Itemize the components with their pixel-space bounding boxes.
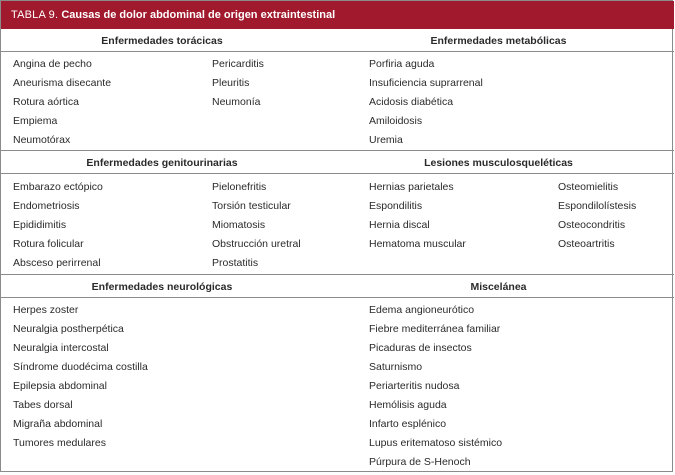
list-item: Torsión testicular: [212, 200, 291, 212]
list-item: Insuficiencia suprarrenal: [369, 77, 483, 89]
list-miscelanea: [369, 301, 502, 472]
list-item: Osteoartritis: [558, 238, 615, 250]
list-item: Obstrucción uretral: [212, 238, 301, 250]
heading-musculo: Lesiones musculosqueléticas: [424, 157, 573, 169]
table-title-bar: [1, 1, 674, 29]
list-item: Pleuritis: [212, 77, 250, 89]
list-item: Infarto esplénico: [369, 418, 447, 430]
list-item: Miomatosis: [212, 219, 266, 231]
list-item: Púrpura de S-Henoch: [369, 456, 471, 468]
table-caption: Causas de dolor abdominal de origen extraintestinal: [61, 9, 336, 21]
list-item: Neuralgia intercostal: [13, 342, 109, 354]
list-item: Neumotórax: [13, 134, 71, 146]
list-item: Migraña abdominal: [13, 418, 103, 430]
list-item: Rotura folicular: [13, 238, 84, 250]
heading-neurologicas: Enfermedades neurológicas: [91, 281, 233, 293]
list-musculo-1: [369, 178, 466, 254]
heading-genitourinarias: Enfermedades genitourinarias: [86, 157, 238, 169]
list-item: Rotura aórtica: [13, 96, 79, 108]
list-item: Acidosis diabética: [369, 96, 454, 108]
list-item: Saturnismo: [369, 361, 423, 373]
list-item: Hemólisis aguda: [369, 399, 447, 411]
list-item: Herpes zoster: [13, 304, 79, 316]
list-item: Angina de pecho: [13, 58, 92, 70]
list-toracicas-2: [212, 55, 264, 112]
list-item: Endometriosis: [13, 200, 80, 212]
table-number: TABLA 9.: [11, 9, 59, 21]
list-item: Aneurisma disecante: [13, 77, 112, 89]
list-item: Embarazo ectópico: [13, 181, 103, 193]
list-item: Espondilolístesis: [558, 200, 637, 212]
list-item: Edema angioneurótico: [369, 304, 475, 316]
list-item: Uremia: [369, 134, 403, 146]
list-item: Neuralgia postherpética: [13, 323, 124, 335]
list-item: Pielonefritis: [212, 181, 267, 193]
list-item: Porfiria aguda: [369, 58, 435, 70]
heading-toracicas: Enfermedades torácicas: [101, 35, 223, 47]
list-item: Pericarditis: [212, 58, 264, 70]
list-genitourinarias-2: [212, 178, 301, 273]
list-item: Fiebre mediterránea familiar: [369, 323, 501, 335]
list-item: Epilepsia abdominal: [13, 380, 107, 392]
list-item: Síndrome duodécima costilla: [13, 361, 148, 373]
list-item: Hernias parietales: [369, 181, 454, 193]
heading-miscelanea: Miscelánea: [470, 281, 527, 293]
list-item: Empiema: [13, 115, 58, 127]
list-item: Prostatitis: [212, 257, 259, 269]
list-item: Lupus eritematoso sistémico: [369, 437, 503, 449]
list-toracicas-1: [13, 55, 111, 150]
list-item: Osteocondritis: [558, 219, 626, 231]
list-item: Osteomielitis: [558, 181, 619, 193]
section-divider: [1, 150, 674, 151]
list-neurologicas: [13, 301, 148, 453]
list-item: Hernia discal: [369, 219, 430, 231]
list-item: Absceso perirrenal: [13, 257, 101, 269]
list-item: Periarteritis nudosa: [369, 380, 460, 392]
list-musculo-2: [558, 178, 636, 254]
section-divider: [1, 274, 674, 275]
list-item: Picaduras de insectos: [369, 342, 472, 354]
heading-metabolicas: Enfermedades metabólicas: [430, 35, 567, 47]
list-genitourinarias-1: [13, 178, 103, 273]
list-metabolicas: [369, 55, 483, 150]
list-item: Neumonía: [212, 96, 261, 108]
list-item: Espondilitis: [369, 200, 423, 212]
list-item: Tumores medulares: [13, 437, 106, 449]
list-item: Tabes dorsal: [13, 399, 73, 411]
list-item: Amiloidosis: [369, 115, 423, 127]
list-item: Hematoma muscular: [369, 238, 466, 250]
list-item: Epididimitis: [13, 219, 67, 231]
